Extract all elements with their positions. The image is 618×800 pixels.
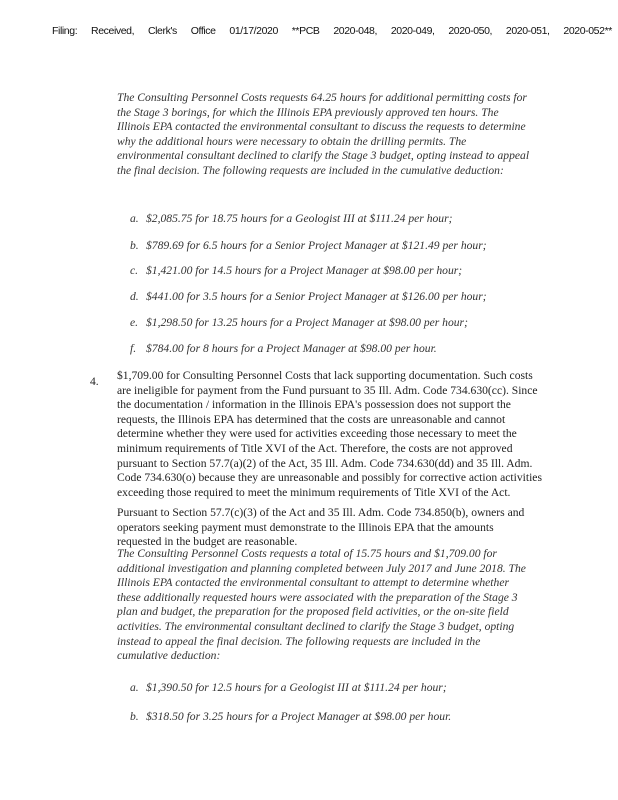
list-letter: b. [130,710,139,723]
list-text: $1,298.50 for 13.25 hours for a Project Manager at $98.00 per hour; [146,316,468,329]
list-letter: c. [130,264,139,277]
text-line: minimum requirements of Title XVI of the Act. Therefore, the costs are not approved [117,441,513,455]
list-item [130,342,437,355]
text-line: why the additional hours were necessary to obtain the drilling permits. The [117,134,467,148]
header-token: Clerk's [147,25,177,37]
text-line: The Consulting Personnel Costs requests a total of 15.75 hours and $1,709.00 for [117,547,497,560]
list-text: $1,421.00 for 14.5 hours for a Project Manager at $98.00 per hour; [146,264,463,277]
item-number: 4. [90,375,99,388]
list-item [130,239,487,252]
list-item [130,710,451,723]
header-token: 2020-051, [505,25,550,37]
text-line: The Consulting Personnel Costs requests 64.25 hours for additional permitting costs for [117,91,527,104]
text-line: determine whether they were used for activities exceeding those necessary to meet the [117,427,517,441]
list-letter: a. [130,681,139,694]
list-letter: b. [130,239,139,252]
list-item [130,681,447,694]
header-token: Received, [91,25,135,37]
list-item [130,316,468,329]
text-line: $1,709.00 for Consulting Personnel Costs that lack supporting documentation. Such costs [117,369,533,382]
header-token: 2020-048, [333,25,378,37]
text-line: Pursuant to Section 57.7(c)(3) of the Act and 35 Ill. Adm. Code 734.850(b), owners and [117,506,525,519]
text-line: the Stage 3 borings, for which the Illinois EPA previously approved ten hours. The [117,105,499,119]
text-line: pursuant to Section 57.7(a)(2) of the Act, 35 Ill. Adm. Code 734.630(dd) and 35 Ill. Adm. [117,456,533,470]
list-text: $789.69 for 6.5 hours for a Senior Project Manager at $121.49 per hour; [146,239,487,252]
paragraph-item-4 [117,369,542,500]
header-token: 2020-052** [563,25,612,37]
list-letter: d. [130,290,139,303]
header-token: 2020-050, [448,25,493,37]
paragraph-consulting-costs [117,547,526,664]
list-text: $1,390.50 for 12.5 hours for a Geologist III at $111.24 per hour; [146,681,447,694]
text-line: cumulative deduction: [117,649,221,663]
text-line: Code 734.630(o) because they are unreasonable and possibly for corrective action activities [117,471,542,485]
paragraph-permitting-costs [117,91,529,179]
text-line: are ineligible for payment from the Fund pursuant to 35 Ill. Adm. Code 734.630(cc). Since [117,383,538,397]
list-text: $784.00 for 8 hours for a Project Manager at $98.00 per hour. [146,342,437,355]
text-line: the documentation / information in the Illinois EPA's possession does not support the [117,398,511,412]
list-text: $318.50 for 3.25 hours for a Project Manager at $98.00 per hour. [146,710,452,723]
text-line: additional investigation and planning completed between July 2017 and June 2018. The [117,561,526,575]
header-token: Filing: [52,25,78,37]
list-text: $2,085.75 for 18.75 hours for a Geologist III at $111.24 per hour; [146,212,453,225]
text-line: these additionally requested hours were associated with the preparation of the Stage 3 [117,590,518,604]
header-token: 01/17/2020 [229,25,278,37]
list-item [130,212,452,225]
text-line: activities. The environmental consultant declined to clarify the Stage 3 budget, opting [117,619,515,633]
text-line: operators seeking payment must demonstrate to the Illinois EPA that the amounts [117,520,494,534]
list-item [130,290,487,303]
list-letter: e. [130,316,139,329]
text-line: exceeding those required to meet the minimum requirements of Title XVI of the Act. [117,485,511,499]
list-item [130,264,462,277]
text-line: Illinois EPA contacted the environmental consultant to attempt to determine whether [117,576,509,590]
text-line: the final decision. The following requests are included in the cumulative deduction: [117,163,504,177]
text-line: Illinois EPA contacted the environmental consultant to discuss the requests to determine [117,120,526,134]
text-line: instead to appeal the final decision. The following requests are included in the [117,634,481,648]
paragraph-pursuant [117,506,524,550]
text-line: environmental consultant declined to clarify the Stage 3 budget, opting instead to appeal [117,149,530,163]
list-letter: a. [130,212,139,225]
text-line: requested in the budget are reasonable. [117,535,298,549]
text-line: requests, the Illinois EPA has determined that the costs are unreasonable and cannot [117,412,506,426]
list-text: $441.00 for 3.5 hours for a Senior Project Manager at $126.00 per hour; [146,290,487,303]
text-line: plan and budget, the preparation for the proposed field activities, or the on-site field [117,605,509,619]
header-token: Office [190,25,216,37]
list-letter: f. [130,342,137,355]
header-token: 2020-049, [390,25,435,37]
header-token: **PCB [291,25,320,37]
filing-header [52,25,612,37]
